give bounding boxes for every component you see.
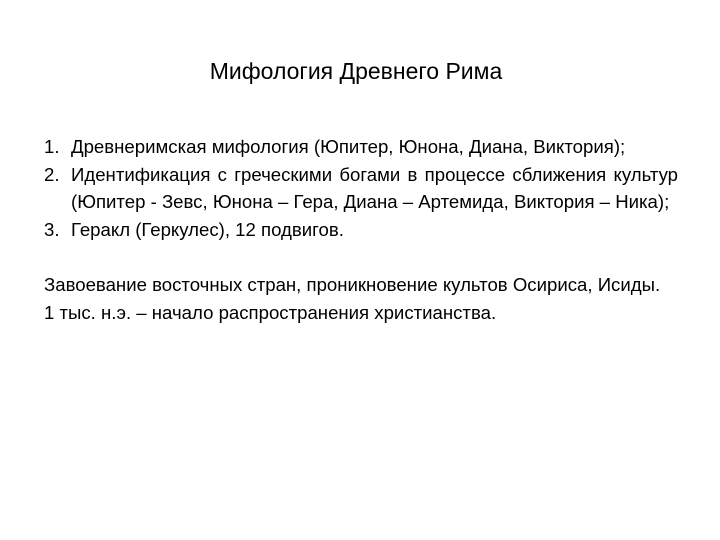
paragraph: Завоевание восточных стран, проникновение культов Осириса, Исиды.	[44, 273, 661, 295]
list-number: 1.	[44, 136, 60, 157]
numbered-list	[44, 133, 678, 243]
list-text: Геракл (Геркулес), 12 подвигов.	[71, 218, 344, 240]
paragraph: 1 тыс. н.э. – начало распространения христианства.	[44, 301, 497, 323]
list-number: 2.	[44, 163, 60, 185]
list-text: Идентификация с греческими богами в процессе сближения культур (Юпитер - Зевс, Юнона – Гера, Диана – Артемида, Виктория – Ника);	[71, 163, 678, 213]
list-number: 3.	[44, 218, 60, 240]
spacer	[44, 243, 678, 271]
list-item	[44, 133, 678, 161]
list-item	[44, 216, 678, 244]
slide-body	[44, 133, 678, 326]
list-item	[44, 161, 678, 216]
slide-title: Мифология Древнего Рима	[209, 58, 503, 84]
list-text: Древнеримская мифология (Юпитер, Юнона, Диана, Виктория);	[71, 136, 626, 157]
